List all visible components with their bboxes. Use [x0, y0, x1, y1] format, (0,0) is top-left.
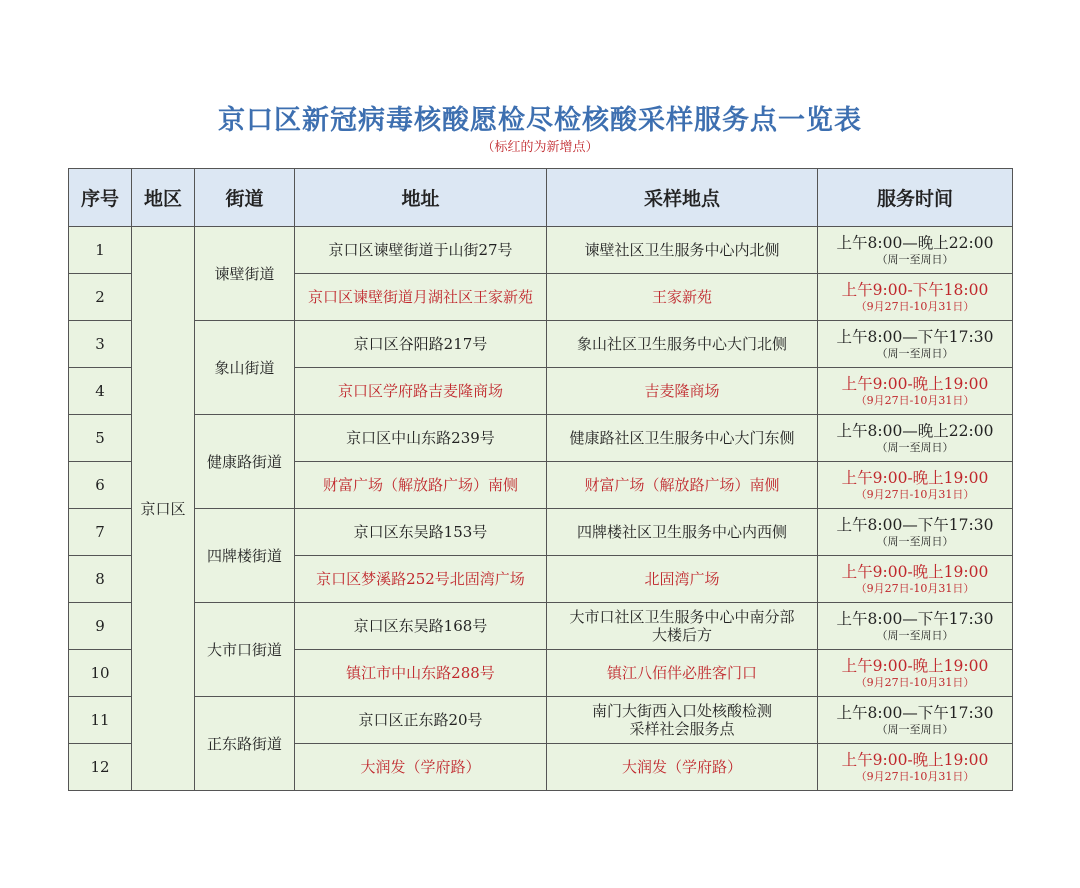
service-hours: 上午8:00—下午17:30	[836, 704, 994, 722]
address-cell: 京口区谷阳路217号	[295, 321, 547, 368]
service-hours: 上午9:00-晚上19:00	[841, 469, 989, 487]
site-line: 健康路社区卫生服务中心大门东侧	[569, 429, 795, 447]
street-cell: 四牌楼街道	[195, 509, 295, 603]
row-number: 6	[69, 462, 132, 509]
site-cell	[547, 274, 818, 321]
service-hours: 上午8:00—下午17:30	[836, 328, 994, 346]
service-days: （周一至周日）	[876, 723, 954, 736]
service-days: （周一至周日）	[876, 441, 954, 454]
address-cell: 京口区东吴路153号	[295, 509, 547, 556]
row-number: 3	[69, 321, 132, 368]
site-cell	[547, 603, 818, 650]
service-days: （9月27日-10月31日）	[855, 770, 975, 783]
row-number: 4	[69, 368, 132, 415]
table-row	[69, 227, 1013, 274]
table-row	[69, 697, 1013, 744]
site-line: 采样社会服务点	[629, 720, 735, 738]
service-days: （周一至周日）	[876, 253, 954, 266]
service-days: （周一至周日）	[876, 535, 954, 548]
table-header-row	[69, 169, 1013, 227]
service-days: （周一至周日）	[876, 629, 954, 642]
address-cell: 京口区学府路吉麦隆商场	[295, 368, 547, 415]
page-subtitle: （标红的为新增点）	[481, 140, 599, 155]
address-cell: 京口区中山东路239号	[295, 415, 547, 462]
time-cell	[818, 603, 1013, 650]
site-line: 北固湾广场	[644, 570, 720, 588]
header-address: 地址	[295, 169, 547, 227]
service-days: （9月27日-10月31日）	[855, 582, 975, 595]
site-cell	[547, 509, 818, 556]
service-days: （9月27日-10月31日）	[855, 488, 975, 501]
table-row	[69, 415, 1013, 462]
header-street: 街道	[195, 169, 295, 227]
service-days: （9月27日-10月31日）	[855, 394, 975, 407]
header-region: 地区	[132, 169, 195, 227]
site-cell	[547, 697, 818, 744]
site-line: 南门大街西入口处核酸检测	[591, 702, 772, 720]
row-number: 1	[69, 227, 132, 274]
service-hours: 上午8:00—晚上22:00	[836, 422, 994, 440]
time-cell	[818, 650, 1013, 697]
row-number: 9	[69, 603, 132, 650]
site-cell	[547, 415, 818, 462]
service-hours: 上午9:00-晚上19:00	[841, 751, 989, 769]
header-time: 服务时间	[818, 169, 1013, 227]
address-cell: 京口区谏壁街道月湖社区王家新苑	[295, 274, 547, 321]
service-hours: 上午8:00—下午17:30	[836, 610, 994, 628]
address-cell: 镇江市中山东路288号	[295, 650, 547, 697]
header-no: 序号	[69, 169, 132, 227]
service-hours: 上午9:00-下午18:00	[841, 281, 989, 299]
header-site: 采样地点	[547, 169, 818, 227]
site-line: 大市口社区卫生服务中心中南分部	[569, 608, 795, 626]
time-cell	[818, 556, 1013, 603]
service-days: （周一至周日）	[876, 347, 954, 360]
row-number: 8	[69, 556, 132, 603]
row-number: 11	[69, 697, 132, 744]
street-cell: 象山街道	[195, 321, 295, 415]
site-line: 王家新苑	[651, 288, 712, 306]
address-cell: 京口区正东路20号	[295, 697, 547, 744]
street-cell: 健康路街道	[195, 415, 295, 509]
service-days: （9月27日-10月31日）	[855, 676, 975, 689]
row-number: 5	[69, 415, 132, 462]
table-row	[69, 603, 1013, 650]
time-cell	[818, 415, 1013, 462]
site-line: 四牌楼社区卫生服务中心内西侧	[576, 523, 787, 541]
site-line: 谏壁社区卫生服务中心内北侧	[584, 241, 780, 259]
row-number: 2	[69, 274, 132, 321]
row-number: 7	[69, 509, 132, 556]
site-cell	[547, 650, 818, 697]
site-cell	[547, 462, 818, 509]
street-cell: 正东路街道	[195, 697, 295, 791]
time-cell	[818, 462, 1013, 509]
site-cell	[547, 368, 818, 415]
address-cell: 财富广场（解放路广场）南侧	[295, 462, 547, 509]
time-cell	[818, 697, 1013, 744]
service-days: （9月27日-10月31日）	[855, 300, 975, 313]
time-cell	[818, 321, 1013, 368]
site-cell	[547, 744, 818, 791]
site-line: 镇江八佰伴必胜客门口	[606, 664, 757, 682]
service-hours: 上午8:00—下午17:30	[836, 516, 994, 534]
time-cell	[818, 274, 1013, 321]
address-cell: 京口区东吴路168号	[295, 603, 547, 650]
time-cell	[818, 368, 1013, 415]
site-cell	[547, 321, 818, 368]
time-cell	[818, 509, 1013, 556]
service-hours: 上午9:00-晚上19:00	[841, 375, 989, 393]
service-hours: 上午9:00-晚上19:00	[841, 563, 989, 581]
region-cell: 京口区	[132, 227, 195, 791]
site-line: 象山社区卫生服务中心大门北侧	[576, 335, 787, 353]
service-hours: 上午8:00—晚上22:00	[836, 234, 994, 252]
page-title: 京口区新冠病毒核酸愿检尽检核酸采样服务点一览表	[218, 105, 862, 136]
table-row	[69, 509, 1013, 556]
site-cell	[547, 556, 818, 603]
street-cell: 谏壁街道	[195, 227, 295, 321]
time-cell	[818, 227, 1013, 274]
row-number: 10	[69, 650, 132, 697]
street-cell: 大市口街道	[195, 603, 295, 697]
table-row	[69, 321, 1013, 368]
site-cell	[547, 227, 818, 274]
service-hours: 上午9:00-晚上19:00	[841, 657, 989, 675]
site-line: 大楼后方	[651, 626, 712, 644]
sampling-sites-table	[68, 168, 1013, 791]
site-line: 吉麦隆商场	[644, 382, 720, 400]
site-line: 大润发（学府路）	[621, 758, 742, 776]
address-cell: 京口区谏壁街道于山街27号	[295, 227, 547, 274]
row-number: 12	[69, 744, 132, 791]
address-cell: 大润发（学府路）	[295, 744, 547, 791]
address-cell: 京口区梦溪路252号北固湾广场	[295, 556, 547, 603]
time-cell	[818, 744, 1013, 791]
site-line: 财富广场（解放路广场）南侧	[584, 476, 780, 494]
